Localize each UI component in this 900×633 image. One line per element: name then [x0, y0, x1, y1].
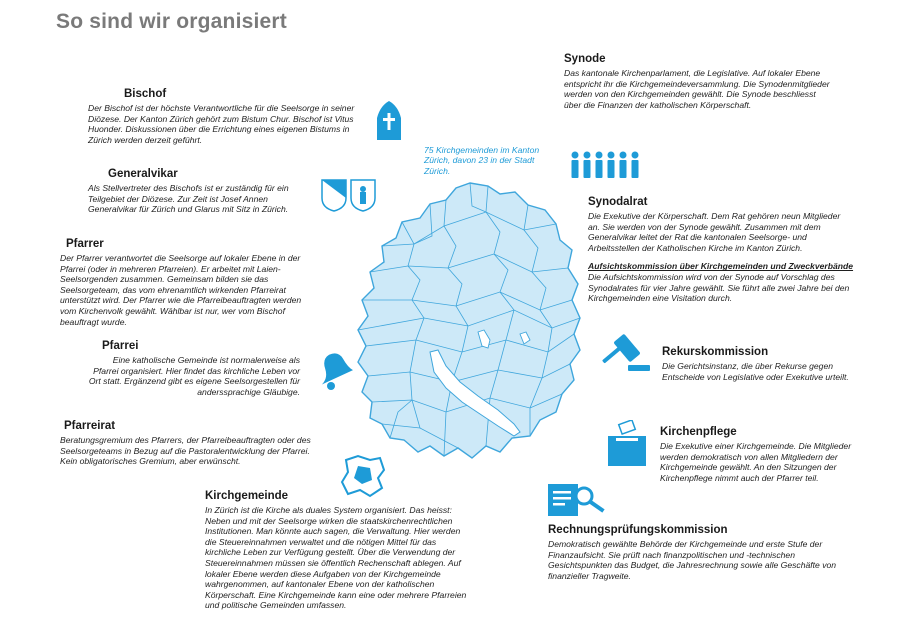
kirchgemeinde-block: [205, 490, 467, 611]
synodalrat-heading: Synodalrat: [588, 196, 648, 208]
bischof-heading: Bischof: [124, 88, 167, 100]
coat-of-arms-icon: [320, 178, 378, 212]
generalvikar-block: [88, 168, 318, 215]
kirchgemeinde-heading: Kirchgemeinde: [205, 490, 289, 502]
pfarreirat-heading: Pfarreirat: [64, 420, 116, 432]
ballot-box-icon: [606, 420, 650, 468]
aufsichtskommission-text: Die Aufsichtskommission wird von der Synode auf Vorschlag des Synodalrates für vier Jahre gewählt. Sie führt alle zwei Jahre bei den Kirchgemeinden eine Visitation durch.: [588, 271, 850, 304]
synode-heading: Synode: [564, 53, 606, 65]
pfarrer-block: [60, 238, 306, 327]
generalvikar-heading: Generalvikar: [108, 168, 178, 180]
generalvikar-text: Als Stellvertreter des Bischofs ist er zuständig für ein Teilgebiet der Diözese. Zur Zeit ist Josef Annen Generalvikar für Zürich und Glarus mit Sitz in Zürich.: [88, 183, 289, 215]
pfarrei-text: Eine katholische Gemeinde ist normalerweise als Pfarrei organisiert. Hier findet das kirchliche Leben vor Ort statt. Ergänzend gibt es eigene Seelsorgestellen für anderssprachige Gläubige.: [88, 355, 300, 397]
people-group-icon: [570, 150, 644, 180]
rpk-heading: Rechnungsprüfungskommission: [548, 524, 728, 536]
bischof-text: Der Bischof ist der höchste Verantwortliche für die Seelsorge in seiner Diözese. Der Kanton Zürich gehört zum Bistum Chur. Bischof ist Vitus Huonder. Diskussionen über die Errichtung eines eigenen Bistums in Zürich werden derzeit geführt.: [88, 103, 355, 145]
rekurskommission-text: Die Gerichtsinstanz, die über Rekurse gegen Entscheide von Legislative oder Exekutive urteilt.: [662, 361, 849, 382]
synode-text: Das kantonale Kirchenparlament, die Legislative. Auf lokaler Ebene entspricht ihr die Kirchgemeindeversammlung. Die Synodenmitglieder werden von den Kirchgemeinden gewählt. Die Synode beschliesst über die Finanzen der katholischen Körperschaft.: [564, 68, 830, 110]
aufsichtskommission-heading: Aufsichtskommission über Kirchgemeinden und Zweckverbände: [588, 261, 854, 272]
pfarrei-heading: Pfarrei: [102, 340, 139, 352]
pfarrei-block: [88, 340, 300, 397]
mitre-icon: [374, 100, 404, 142]
page-title: So sind wir organisiert: [56, 10, 287, 33]
kirchenpflege-text: Die Exekutive einer Kirchgemeinde. Die Mitglieder werden demokratisch von allen Mitgliedern der Kirchgemeinde gewählt. An den Sitzungen der Kirchenpflege nimmt auch der Pfarrer teil.: [660, 441, 852, 483]
kirchenpflege-block: [660, 426, 870, 483]
synodalrat-text: Die Exekutive der Körperschaft. Dem Rat gehören neun Mitglieder an. Sie werden von der Synode gewählt. Zusammen mit dem Generalvikar leitet der Rat die kantonalen Seelsorge- und Arbeitsstellen der Katholischen Kirche im Kanton Zürich.: [588, 211, 841, 253]
bischof-block: [88, 88, 358, 145]
rpk-block: [548, 524, 848, 581]
map-note: 75 Kirchgemeinden im Kanton Zürich, davon 23 in der Stadt Zürich.: [424, 145, 540, 176]
pfarrer-heading: Pfarrer: [66, 238, 104, 250]
synode-block: [564, 53, 832, 110]
pfarreirat-block: [60, 420, 322, 467]
pfarreirat-text: Beratungsgremium des Pfarrers, der Pfarreibeauftragten oder des Seelsorgeteams in Bezug auf die Pastoralentwicklung der Pfarrei. Kein obligatorisches Gremium, aber erwünscht.: [60, 435, 311, 467]
rekurskommission-block: [662, 346, 872, 382]
kirchenpflege-heading: Kirchenpflege: [660, 426, 737, 438]
document-magnifier-icon: [546, 482, 610, 518]
synodalrat-block: [588, 196, 854, 304]
rpk-text: Demokratisch gewählte Behörde der Kirchgemeinde und erste Stufe der Finanzaufsicht. Sie prüft nach finanzpolitischen und -technischen Gesichtspunkten das Budget, die Jahresrechnung sowie alle Geschäfte von finanzieller Tragweite.: [548, 539, 837, 581]
rekurskommission-heading: Rekurskommission: [662, 346, 769, 358]
kirchgemeinde-text: In Zürich ist die Kirche als duales System organisiert. Das heisst: Neben und mit der Seelsorge wirken die staatskirchenrechtlichen Institutionen. Man könnte auch sagen, die Verwaltung. Hier werden die Steuereinnahmen verwaltet und die nötigen Mittel für das kirchliche Leben zur Verfügung gestellt. Über die Verwendung der Steuereinnahmen müssen sie öffentlich Rechenschaft ablegen. Auf lokaler Ebene werden diese Aufgaben von der Kirchgemeinde wahrgenommen, auf kantonaler Ebene von der katholischen Körperschaft. Eine Kirchgemeinde kann eine oder mehrere Pfarreien und politische Gemeinden umfassen.: [205, 505, 467, 611]
pfarrer-text: Der Pfarrer verantwortet die Seelsorge auf lokaler Ebene in der Pfarrei (oder in mehreren Pfarreien). Er arbeitet mit Laien-Seelsorgenden zusammen. Gemeinsam bilden sie das Seelsorgeteam, das vom ehrenamtlich wirkenden Pfarreirat unterstützt wird. Der Pfarrer wie die Pfarreibeauftragten werden vom Kirchenvolk gewählt. Wählbar ist nur, wer vom Bischof beauftragt wurde.: [60, 253, 302, 327]
bell-icon: [312, 350, 354, 394]
gavel-icon: [598, 333, 652, 373]
